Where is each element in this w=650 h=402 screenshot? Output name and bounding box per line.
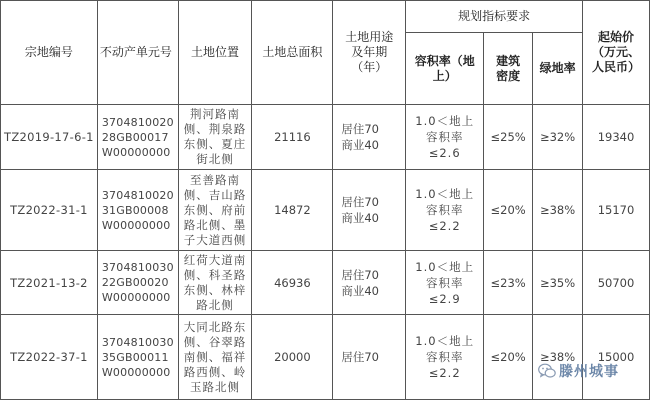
cell-green: ≥35% bbox=[533, 251, 583, 315]
cell-location: 至善路南侧、吉山路东侧、府前路北侧、墨子大道西侧 bbox=[178, 170, 252, 251]
cell-start-price: 15000 bbox=[583, 315, 650, 400]
cell-green: ≥38% bbox=[533, 170, 583, 251]
table-row bbox=[1, 315, 650, 400]
cell-parcel-id: TZ2022-31-1 bbox=[1, 170, 98, 251]
cell-property-unit: 370481003022GB00020W00000000 bbox=[97, 251, 178, 315]
cell-start-price: 19340 bbox=[583, 105, 650, 170]
header-parcel-id: 宗地编号 bbox=[1, 1, 98, 105]
wechat-icon bbox=[538, 363, 556, 379]
header-far: 容积率（地上） bbox=[406, 33, 484, 105]
cell-property-unit: 370481003035GB00011W00000000 bbox=[97, 315, 178, 400]
cell-parcel-id: TZ2022-37-1 bbox=[1, 315, 98, 400]
cell-green: ≥38% bbox=[533, 315, 583, 400]
cell-start-price: 15170 bbox=[583, 170, 650, 251]
cell-location: 大同北路东侧、谷翠路南侧、福祥路西侧、岭玉路北侧 bbox=[178, 315, 252, 400]
cell-use-term: 居住70 商业40 bbox=[333, 170, 406, 251]
header-planning-group: 规划指标要求 bbox=[406, 1, 583, 33]
cell-area: 21116 bbox=[252, 105, 333, 170]
cell-use-term: 居住70 bbox=[333, 315, 406, 400]
header-location: 土地位置 bbox=[178, 1, 252, 105]
header-green: 绿地率 bbox=[533, 33, 583, 105]
cell-density: ≤25% bbox=[484, 105, 533, 170]
table-row bbox=[1, 251, 650, 315]
cell-use-term: 居住70 商业40 bbox=[333, 251, 406, 315]
cell-use-term: 居住70 商业40 bbox=[333, 105, 406, 170]
header-use-term: 土地用途及年期（年） bbox=[333, 1, 406, 105]
watermark bbox=[538, 361, 619, 381]
cell-green: ≥32% bbox=[533, 105, 583, 170]
cell-far: 1.0＜地上容积率≤2.6 bbox=[406, 105, 484, 170]
header-property-unit: 不动产单元号 bbox=[97, 1, 178, 105]
table-row bbox=[1, 105, 650, 170]
cell-property-unit: 370481002028GB00017W00000000 bbox=[97, 105, 178, 170]
cell-far: 1.0＜地上容积率≤2.2 bbox=[406, 170, 484, 251]
header-density: 建筑密度 bbox=[484, 33, 533, 105]
cell-density: ≤20% bbox=[484, 315, 533, 400]
cell-area: 20000 bbox=[252, 315, 333, 400]
cell-parcel-id: TZ2019-17-6-1 bbox=[1, 105, 98, 170]
cell-property-unit: 370481002031GB00008W00000000 bbox=[97, 170, 178, 251]
watermark-text: 滕州城事 bbox=[559, 364, 619, 380]
header-start-price: 起始价（万元、人民币） bbox=[583, 1, 650, 105]
cell-location: 荆河路南侧、荆泉路东侧、夏庄街北侧 bbox=[178, 105, 252, 170]
cell-area: 14872 bbox=[252, 170, 333, 251]
cell-far: 1.0＜地上容积率≤2.9 bbox=[406, 251, 484, 315]
cell-start-price: 50700 bbox=[583, 251, 650, 315]
cell-density: ≤23% bbox=[484, 251, 533, 315]
header-area: 土地总面积 bbox=[252, 1, 333, 105]
cell-density: ≤20% bbox=[484, 170, 533, 251]
cell-area: 46936 bbox=[252, 251, 333, 315]
cell-parcel-id: TZ2021-13-2 bbox=[1, 251, 98, 315]
table-row bbox=[1, 170, 650, 251]
cell-far: 1.0＜地上容积率≤2.2 bbox=[406, 315, 484, 400]
cell-location: 红荷大道南侧、科圣路东侧、林梓路北侧 bbox=[178, 251, 252, 315]
